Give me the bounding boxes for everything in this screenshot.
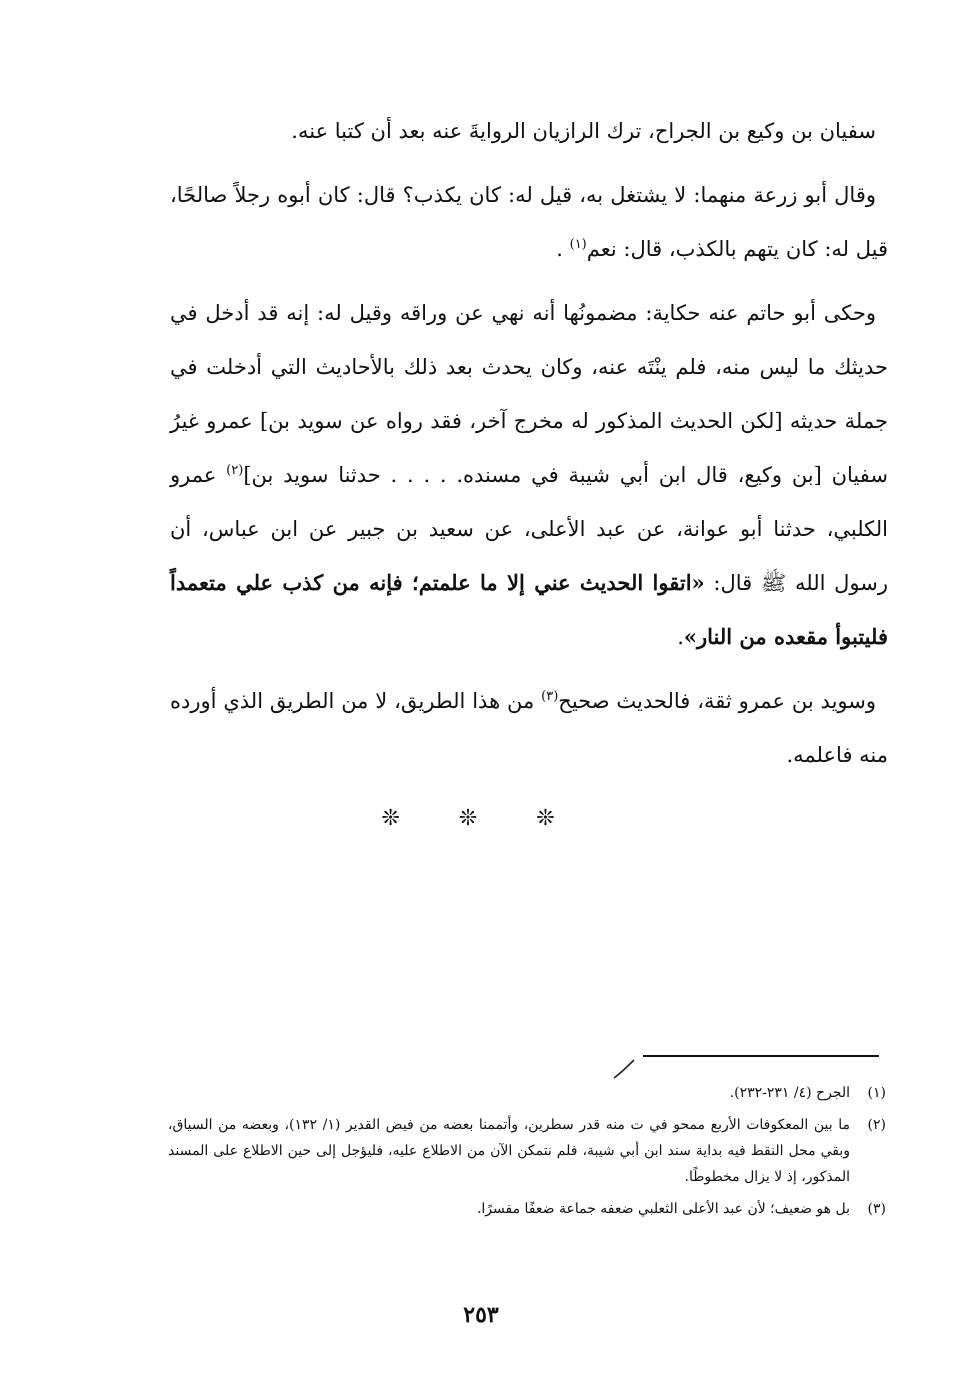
main-text xyxy=(170,104,888,792)
paragraph-2-end: . xyxy=(556,237,563,261)
paragraph-3-text-b: عمرو الكلبي، حدثنا أبو عوانة، عن عبد الأعلى، عن سعيد بن جبير عن ابن عباس، أن رسول الله ﷺ قال: xyxy=(170,463,888,595)
paragraph-4-text-b: من هذا الطريق، لا من الطريق الذي أورده منه فاعلمه. xyxy=(170,689,888,767)
paragraph-4-text-a: وسويد بن عمرو ثقة، فالحديث صحيح xyxy=(558,689,877,713)
footnotes xyxy=(168,1080,886,1228)
paragraph-3-text-a: وحكى أبو حاتم عنه حكاية: مضمونُها أنه نهي عن وراقه وقيل له: إنه قد أدخل في حديثك ما ليس منه، فلم ينْتَه عنه، وكان يحدث بعد ذلك بالأحاديث التي أدخلت في جملة حديثه [لكن الحديث المذكور له مخرج آخر، فقد رواه عن سويد بن] عمرو غيرُ سفيان [بن وكيع، قال ابن أبي شيبة في مسنده. . . . . حدثنا سويد بن] xyxy=(170,301,888,487)
footnote-divider xyxy=(643,1055,879,1057)
footnote-3 xyxy=(168,1196,886,1222)
page-number: ٢٥٣ xyxy=(463,1302,499,1328)
footnote-number: (٣) xyxy=(867,1201,886,1217)
footnote-ref-3[interactable]: (٣) xyxy=(541,689,559,704)
footnote-ref-1[interactable]: (١) xyxy=(569,237,587,252)
footnote-text: بل هو ضعيف؛ لأن عبد الأعلى الثعلبي ضعفه جماعة ضعفًا مفسرًا. xyxy=(476,1201,850,1217)
footnote-ref-2[interactable]: (٢) xyxy=(226,463,244,478)
hadith-quote: «اتقوا الحديث عني إلا ما علمتم؛ فإنه من كذب علي متعمداً فليتبوأ مقعده من النار» xyxy=(170,570,888,649)
paragraph-2 xyxy=(170,168,888,276)
footnote-text: الجرح (٤/ ٢٣١-٢٣٢). xyxy=(729,1085,850,1101)
paragraph-3-end: . xyxy=(677,625,684,649)
footnote-1 xyxy=(168,1080,886,1106)
footnote-number: (١) xyxy=(867,1085,886,1101)
footnote-number: (٢) xyxy=(867,1117,886,1133)
footnote-text: ما بين المعكوفات الأربع ممحو في ت منه قدر سطرين، وأتممنا بعضه من فيض القدير (١/ ١٣٢)، وبعضه من السياق، وبقي محل النقط فيه بداية سند ابن أبي شيبة، فلم نتمكن الآن من الاطلاع عليه، فليؤجل إلى حين الاطلاع على المسند المذكور، إذ لا يزال مخطوطًا. xyxy=(168,1117,850,1185)
pen-stroke-mark xyxy=(612,1058,636,1080)
footnote-2 xyxy=(168,1112,886,1190)
paragraph-1-text: سفيان بن وكيع بن الجراح، ترك الرازيان الروايةَ عنه بعد أن كتبا عنه. xyxy=(291,119,876,143)
section-separator: ❊ ❊ ❊ xyxy=(381,806,581,831)
paragraph-4 xyxy=(170,674,888,782)
paragraph-2-text: وقال أبو زرعة منهما: لا يشتغل به، قيل له: كان يكذب؟ قال: كان أبوه رجلاً صالحًا، قيل له: كان يتهم بالكذب، قال: نعم xyxy=(170,183,888,261)
paragraph-3 xyxy=(170,286,888,664)
paragraph-1 xyxy=(170,104,888,158)
